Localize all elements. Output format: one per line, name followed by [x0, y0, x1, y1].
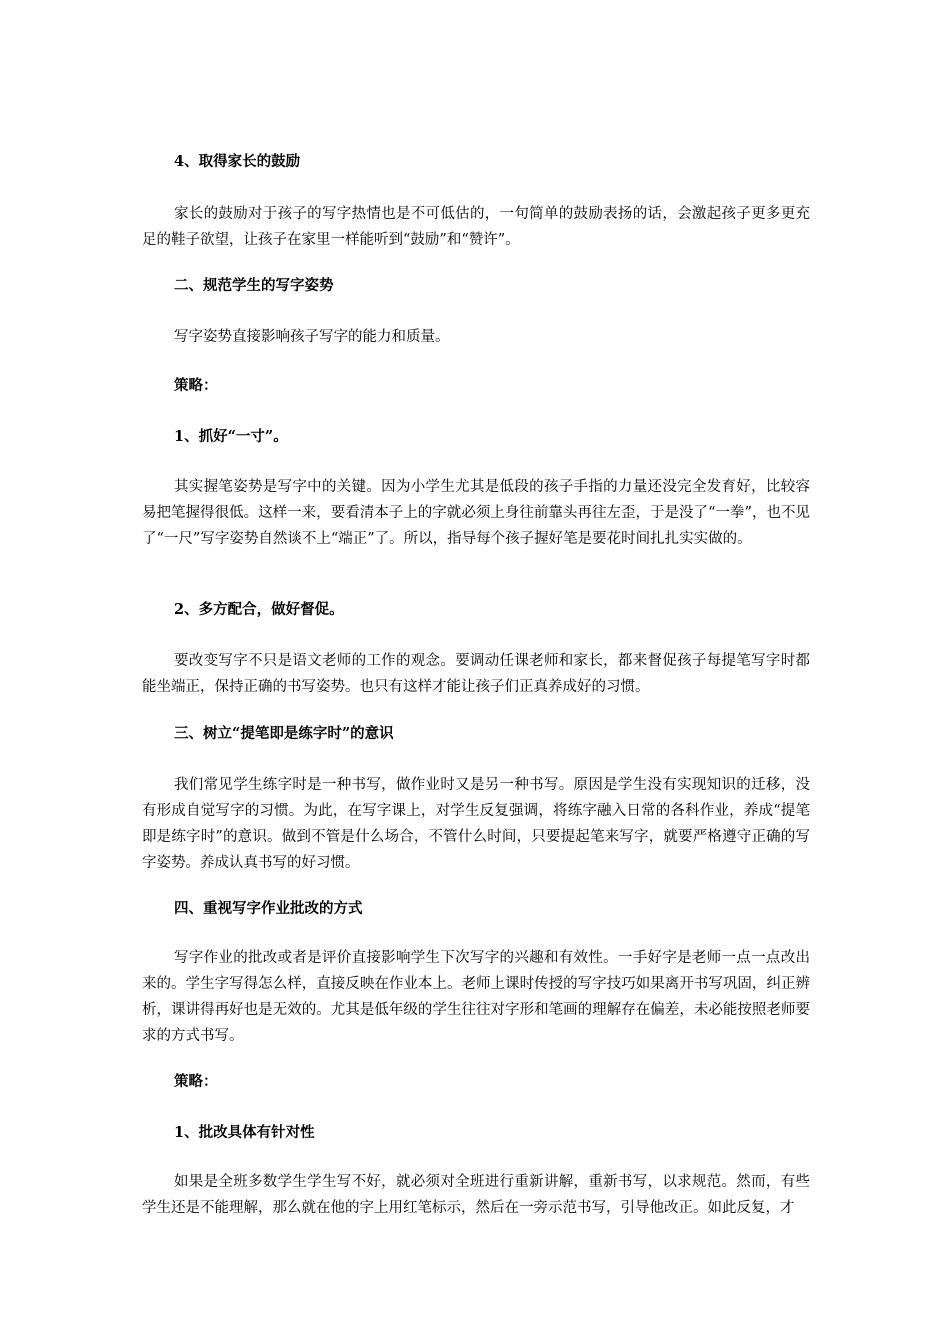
section-heading: 二、规范学生的写字姿势 [174, 277, 334, 294]
strategy-label: 策略： [174, 1073, 218, 1090]
section-heading: 2、多方配合，做好督促。 [174, 601, 344, 618]
section-heading: 三、树立“提笔即是练字时”的意识 [174, 725, 394, 742]
body-paragraph: 家长的鼓励对于孩子的写字热情也是不可低估的，一句简单的鼓励表扬的话，会激起孩子更多更充足的鞋子欲望，让孩子在家里一样能听到“鼓励”和“赞许”。 [142, 206, 810, 248]
strategy-label: 策略： [174, 377, 218, 394]
body-paragraph: 写字作业的批改或者是评价直接影响学生下次写字的兴趣和有效性。一手好字是老师一点一点改出来的。学生字写得怎么样，直接反映在作业本上。老师上课时传授的写字技巧如果离开书写巩固，纠正辨析，课讲得再好也是无效的。尤其是低年级的学生往往对字形和笔画的理解存在偏差，未必能按照老师要求的方式书写。 [142, 950, 810, 1044]
body-paragraph: 其实握笔姿势是写字中的关键。因为小学生尤其是低段的孩子手指的力量还没完全发育好，比较容易把笔握得很低。这样一来，要看清本子上的字就必须上身往前靠头再往左歪，于是没了“一拳”，也不见了“一尺”写字姿势自然谈不上“端正”了。所以，指导每个孩子握好笔是要花时间扎扎实实做的。 [142, 479, 810, 547]
body-paragraph: 我们常见学生练字时是一种书写，做作业时又是另一种书写。原因是学生没有实现知识的迁移，没有形成自觉写字的习惯。为此，在写字课上，对学生反复强调，将练字融入日常的各科作业，养成“提笔即是练字时”的意识。做到不管是什么场合，不管什么时间，只要提起笔来写字，就要严格遵守正确的写字姿势。养成认真书写的好习惯。 [142, 777, 810, 871]
section-heading: 1、抓好“一寸”。 [174, 428, 288, 445]
body-paragraph: 如果是全班多数学生学生写不好，就必须对全班进行重新讲解，重新书写，以求规范。然而，有些学生还是不能理解，那么就在他的字上用红笔标示，然后在一旁示范书写，引导他改正。如此反复，才 [142, 1174, 810, 1216]
body-paragraph: 要改变写字不只是语文老师的工作的观念。要调动任课老师和家长，都来督促孩子每提笔写字时都能坐端正，保持正确的书写姿势。也只有这样才能让孩子们正真养成好的习惯。 [142, 653, 810, 695]
body-paragraph: 写字姿势直接影响孩子写字的能力和质量。 [174, 329, 450, 345]
section-heading: 4、取得家长的鼓励 [174, 153, 301, 170]
section-heading: 四、重视写字作业批改的方式 [174, 900, 363, 917]
section-heading: 1、批改具体有针对性 [174, 1124, 315, 1141]
